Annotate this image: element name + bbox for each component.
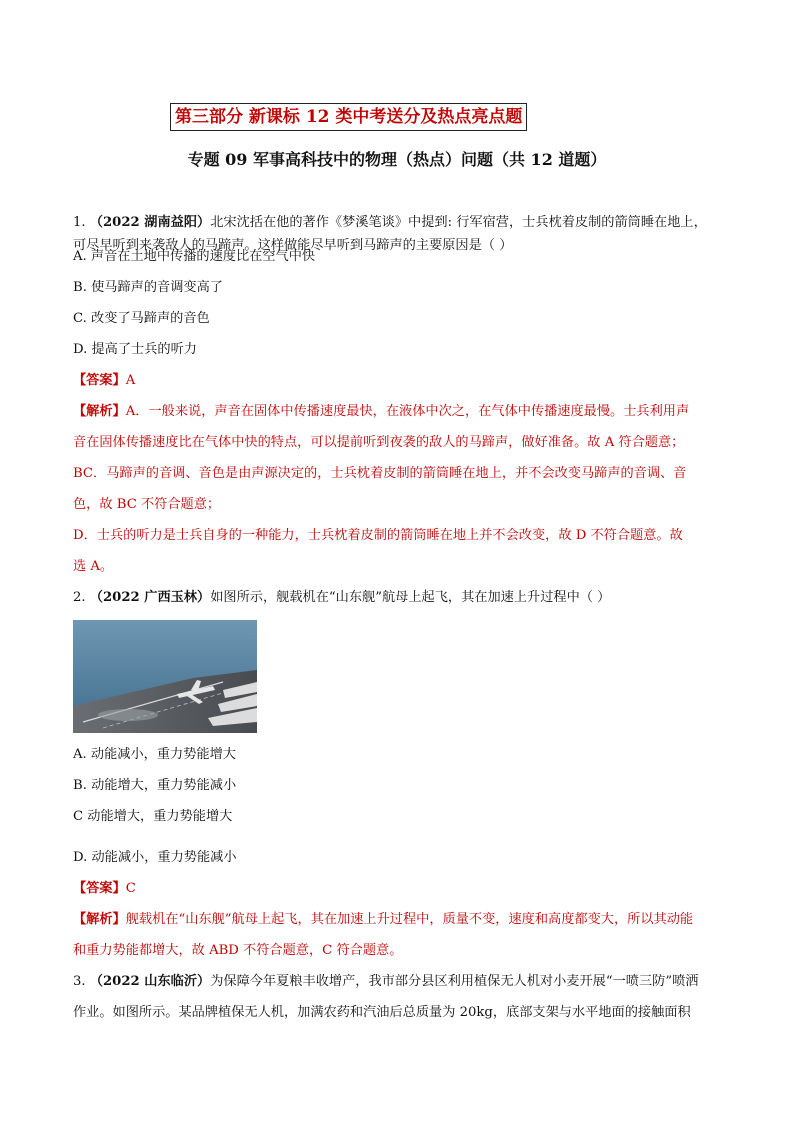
q2-analysis-line2: 和重力势能都增大，故 ABD 不符合题意，C 符合题意。 <box>73 943 403 958</box>
q1-answer-label: 【答案】 <box>73 373 126 388</box>
q1-answer <box>73 372 135 390</box>
q1-analysis-line3: BC．马蹄声的音调、音色是由声源决定的，士兵枕着皮制的箭筒睡在地上，并不会改变马蹄声的音调、音 <box>73 466 687 481</box>
q1-analysis-line2: 音在固体传播速度比在气体中快的特点，可以提前听到夜袭的敌人的马蹄声，做好准备。故 A 符合题意； <box>73 435 685 450</box>
q1-analysis-line1: 【解析】A．一般来说，声音在固体中传播速度最快，在液体中次之，在气体中传播速度最慢。士兵利用声 <box>73 404 690 419</box>
q2-answer <box>73 880 136 898</box>
q2-stem-text: 如图所示，舰载机在“山东舰”航母上起飞，其在加速上升过程中（ ） <box>210 590 611 605</box>
q2-option-c: C 动能增大，重力势能增大 <box>73 809 233 824</box>
q1-option-a: A. 声音在土地中传播的速度比在空气中快 <box>73 249 316 264</box>
q3-stem-line1 <box>73 973 698 991</box>
aircraft-carrier-photo <box>73 620 257 733</box>
q1-stem-text: 北宋沈括在他的著作《梦溪笔谈》中提到: 行军宿营，士兵枕着皮制的箭筒睡在地上， <box>210 215 707 230</box>
q3-stem-text: 为保障今年夏粮丰收增产，我市部分县区利用植保无人机对小麦开展“一喷三防”喷洒 <box>210 974 699 989</box>
q1-option-b: B. 使马蹄声的音调变高了 <box>73 280 223 295</box>
q2-stem <box>73 589 610 607</box>
q1-analysis-line5: D．士兵的听力是士兵自身的一种能力，士兵枕着皮制的箭筒睡在地上并不会改变，故 D 不符合题意。故 <box>73 528 683 543</box>
q3-stem-line2: 作业。如图所示。某品牌植保无人机，加满农药和汽油后总质量为 20kg，底部支架与水平地面的接触面积 <box>73 1005 691 1020</box>
q1-option-d: D. 提高了士兵的听力 <box>73 342 197 357</box>
q2-answer-label: 【答案】 <box>73 881 126 896</box>
topic-title: 专题 09 军事高科技中的物理（热点）问题（共 12 道题） <box>187 150 607 169</box>
q1-stem-line2: 可尽早听到来袭敌人的马蹄声。这样做能尽早听到马蹄声的主要原因是（ ） <box>73 238 513 253</box>
q2-answer-value: C <box>125 881 136 896</box>
q2-option-d: D. 动能减小，重力势能减小 <box>73 850 237 865</box>
q1-stem-line1 <box>73 214 707 232</box>
q2-source: （2022 广西玉林） <box>89 590 211 605</box>
q2-number: 2. <box>73 590 86 605</box>
q1-analysis-line4: 色，故 BC 不符合题意； <box>73 497 221 512</box>
q1-number: 1. <box>73 215 86 230</box>
q2-analysis-line1: 【解析】舰载机在“山东舰”航母上起飞，其在加速上升过程中，质量不变，速度和高度都变大，所以其动能 <box>73 912 694 927</box>
q2-analysis-label: 【解析】 <box>73 912 126 927</box>
q1-analysis-label: 【解析】 <box>73 404 126 419</box>
q3-number: 3. <box>73 974 86 989</box>
q2-option-b: B. 动能增大，重力势能减小 <box>73 778 237 793</box>
q2-option-a: A. 动能减小，重力势能增大 <box>73 747 236 762</box>
q1-source: （2022 湖南益阳） <box>89 215 211 230</box>
q1-answer-value: A <box>125 373 136 388</box>
q1-option-c: C. 改变了马蹄声的音色 <box>73 311 210 326</box>
q3-source: （2022 山东临沂） <box>89 974 211 989</box>
q1-analysis-line6: 选 A。 <box>73 559 114 574</box>
part-title: 第三部分 新课标 12 类中考送分及热点亮点题 <box>170 103 527 131</box>
